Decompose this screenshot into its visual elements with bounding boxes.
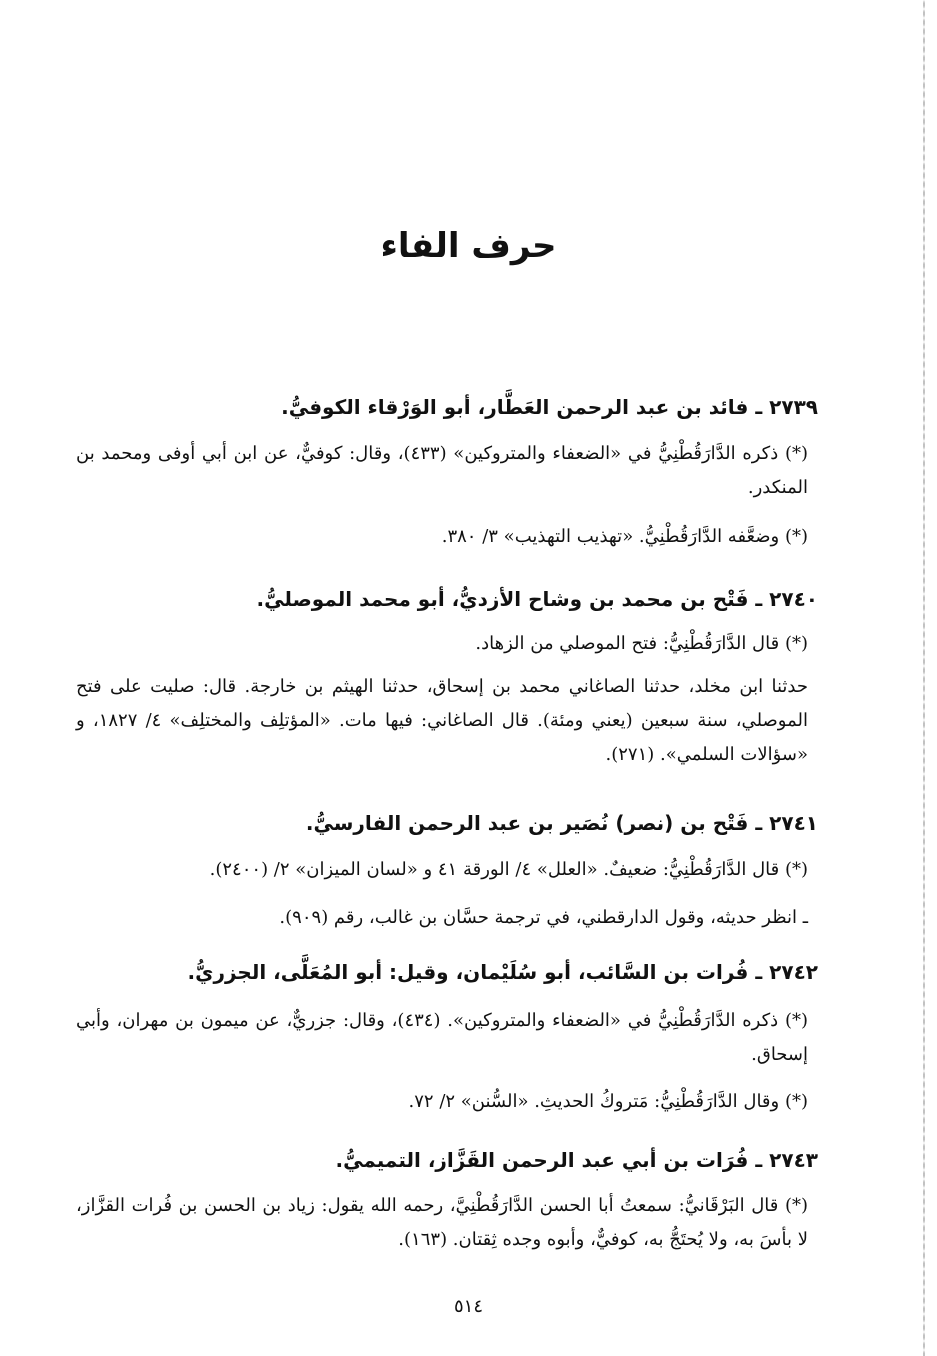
entry-2740-body-2 (76, 670, 836, 772)
page-edge-shadow (923, 0, 925, 1356)
entry-2739-body (76, 437, 836, 505)
entry-2742 (76, 957, 836, 987)
entry-heading: ٢٧٤٠ ـ فَتْح بن محمد بن وشاح الأزديُّ، أبو محمد الموصليُّ. (256, 587, 818, 611)
entry-2741-body-2 (76, 901, 836, 935)
entry-paragraph: (*) وضعَّفه الدَّارَقُطْنِيُّ. «تهذيب التهذيب» ٣/ ٣٨٠. (441, 526, 808, 547)
entry-paragraph: ـ انظر حديثه، وقول الدارقطني، في ترجمة حسَّان بن غالب، رقم (٩٠٩). (279, 907, 808, 928)
entry-2741-body (76, 853, 836, 887)
page-number: ٥١٤ (453, 1296, 483, 1317)
entry-2739-body-2 (76, 520, 836, 554)
entry-paragraph: (*) ذكره الدَّارَقُطْنِيُّ في «الضعفاء والمتروكين» (٤٣٣)، وقال: كوفيٌّ، عن ابن أبي أوفى ومحمد بن المنكدر. (76, 443, 808, 498)
entry-2741 (76, 808, 836, 838)
entry-heading: ٢٧٤١ ـ فَتْح بن (نصر) نُصَير بن عبد الرحمن الفارسيُّ. (305, 811, 818, 835)
chapter-title: حرف الفاء (380, 226, 557, 266)
entry-2742-body (76, 1004, 836, 1072)
entry-paragraph: (*) وقال الدَّارَقُطْنِيُّ: مَتروكُ الحديثِ. «السُّنن» ٢/ ٧٢. (408, 1091, 808, 1112)
entry-2743-body (76, 1189, 836, 1257)
entry-paragraph: (*) قال الدَّارَقُطْنِيُّ: فتح الموصلي من الزهاد. (475, 633, 808, 654)
entry-heading: ٢٧٤٣ ـ فُرَات بن أبي عبد الرحمن القَزَّاز، التميميُّ. (335, 1148, 818, 1172)
entry-2742-body-2 (76, 1085, 836, 1119)
entry-2739 (76, 392, 836, 422)
entry-paragraph: حدثنا ابن مخلد، حدثنا الصاغاني محمد بن إسحاق، حدثنا الهيثم بن خارجة. قال: صليت على فتح الموصلي، سنة سبعين (يعني ومئة). قال الصاغاني: فيها مات. «المؤتلِف والمختلِف» ٤/ ١٨٢٧، و «سؤالات السلمي». (٢٧١). (76, 676, 808, 765)
entry-2740-body (76, 627, 836, 661)
entry-heading: ٢٧٣٩ ـ فائد بن عبد الرحمن العَطَّار، أبو الوَرْقاء الكوفيُّ. (281, 395, 818, 419)
entry-paragraph: (*) قال البَرْقَانيُّ: سمعتُ أبا الحسن الدَّارَقُطْنِيَّ، رحمه الله يقول: زياد بن الحسن بن فُرات القزَّاز، لا بأسَ به، ولا يُحتَجُّ به، كوفيٌّ، وأبوه وجده ثِقتان. (١٦٣). (76, 1195, 808, 1250)
entry-heading: ٢٧٤٢ ـ فُرات بن السَّائب، أبو سُلَيْمان، وقيل: أبو المُعَلَّى، الجزريُّ. (187, 960, 818, 984)
entry-2743 (76, 1145, 836, 1175)
entry-paragraph: (*) ذكره الدَّارَقُطْنِيُّ في «الضعفاء والمتروكين». (٤٣٤)، وقال: جزريٌّ، عن ميمون بن مهران، وأبي إسحاق. (76, 1010, 808, 1065)
entry-paragraph: (*) قال الدَّارَقُطْنِيُّ: ضعيفٌ. «العلل» ٤/ الورقة ٤١ و «لسان الميزان» ٢/ (٢٤٠٠). (209, 859, 808, 880)
entry-2740 (76, 584, 836, 614)
